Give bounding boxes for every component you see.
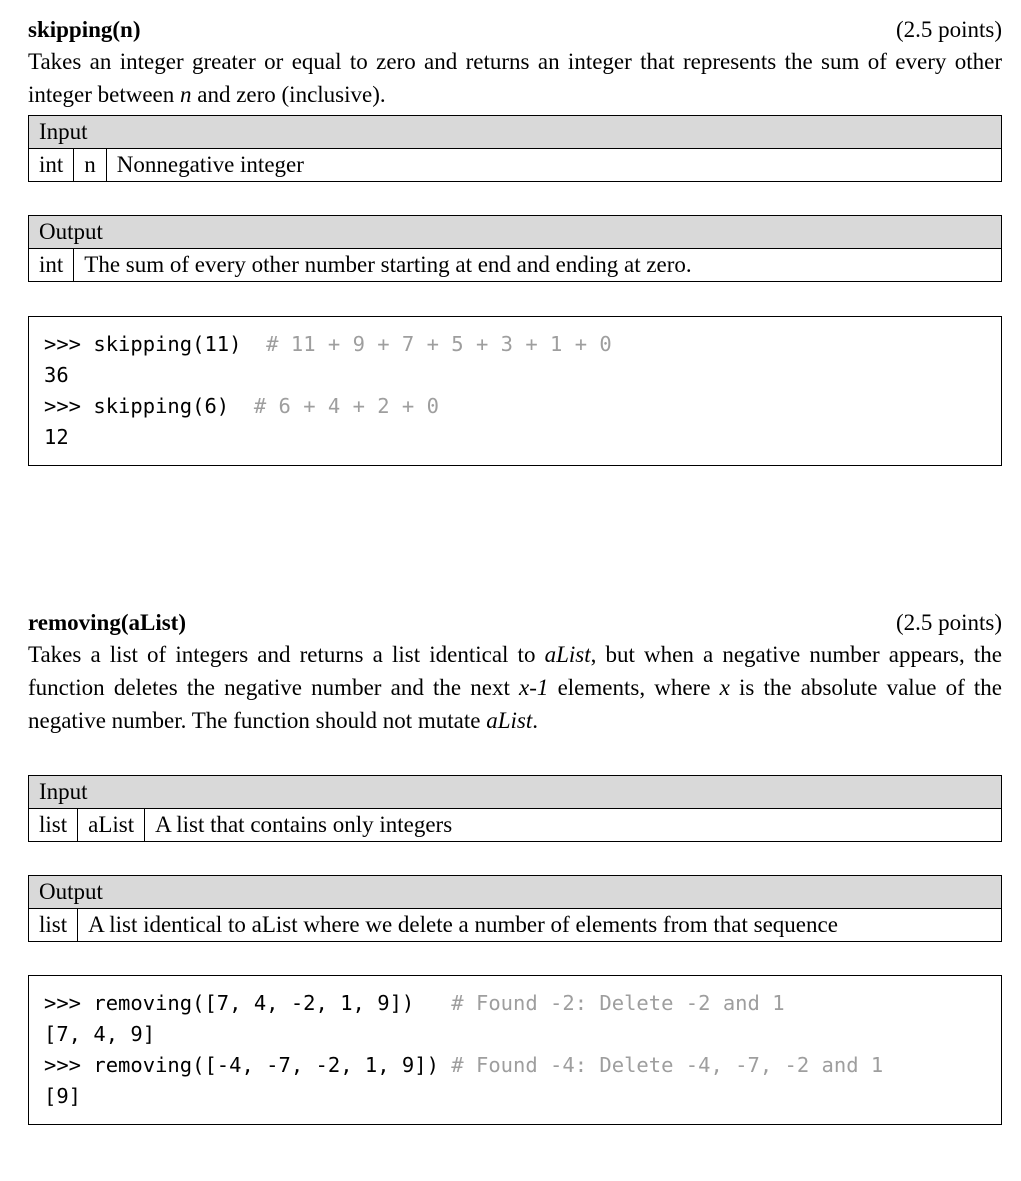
skipping-title: skipping(n) [28,17,141,42]
output-type: list [29,909,78,942]
removing-section [28,607,1002,1125]
output-desc: The sum of every other number starting at end and ending at zero. [74,249,1002,282]
code-line: >>> removing([-4, -7, -2, 1, 9]) # Found -4: Delete -4, -7, -2 and 1 [44,1053,884,1077]
removing-header [28,607,1002,638]
skipping-code-example [28,316,1002,466]
output-desc: A list identical to aList where we delete a number of elements from that sequence [78,909,1002,942]
code-line: [9] [44,1084,82,1108]
skipping-points: (2.5 points) [895,17,1002,42]
removing-description: Takes a list of integers and returns a list identical to aList, but when a negative number appears, the function deletes the negative number and the next x-1 elements, where x is the absolute value of the negative number. The function should not mutate aList. [28,642,1002,733]
input-header: Input [29,116,1002,149]
input-desc: Nonnegative integer [106,149,1001,182]
output-header: Output [29,876,1002,909]
skipping-header [28,14,1002,45]
skipping-output-table [28,215,1002,282]
output-type: int [29,249,74,282]
skipping-section [28,14,1002,466]
input-type: list [29,809,78,842]
removing-title: removing(aList) [28,610,187,635]
code-line: 12 [44,425,69,449]
skipping-input-table [28,115,1002,182]
removing-input-table [28,775,1002,842]
input-type: int [29,149,74,182]
input-header: Input [29,776,1002,809]
code-line: >>> skipping(11) # 11 + 9 + 7 + 5 + 3 + 1 + 0 [44,332,612,356]
removing-code-example [28,975,1002,1125]
skipping-description: Takes an integer greater or equal to zero and returns an integer that represents the sum of every other integer between n and zero (inclusive). [28,49,1002,107]
input-name: aList [78,809,145,842]
input-name: n [74,149,107,182]
code-line: [7, 4, 9] [44,1022,156,1046]
code-line: >>> removing([7, 4, -2, 1, 9]) # Found -2: Delete -2 and 1 [44,991,785,1015]
removing-points: (2.5 points) [895,610,1002,635]
removing-output-table [28,875,1002,942]
code-line: >>> skipping(6) # 6 + 4 + 2 + 0 [44,394,439,418]
input-desc: A list that contains only integers [145,809,1002,842]
output-header: Output [29,216,1002,249]
code-line: 36 [44,363,69,387]
